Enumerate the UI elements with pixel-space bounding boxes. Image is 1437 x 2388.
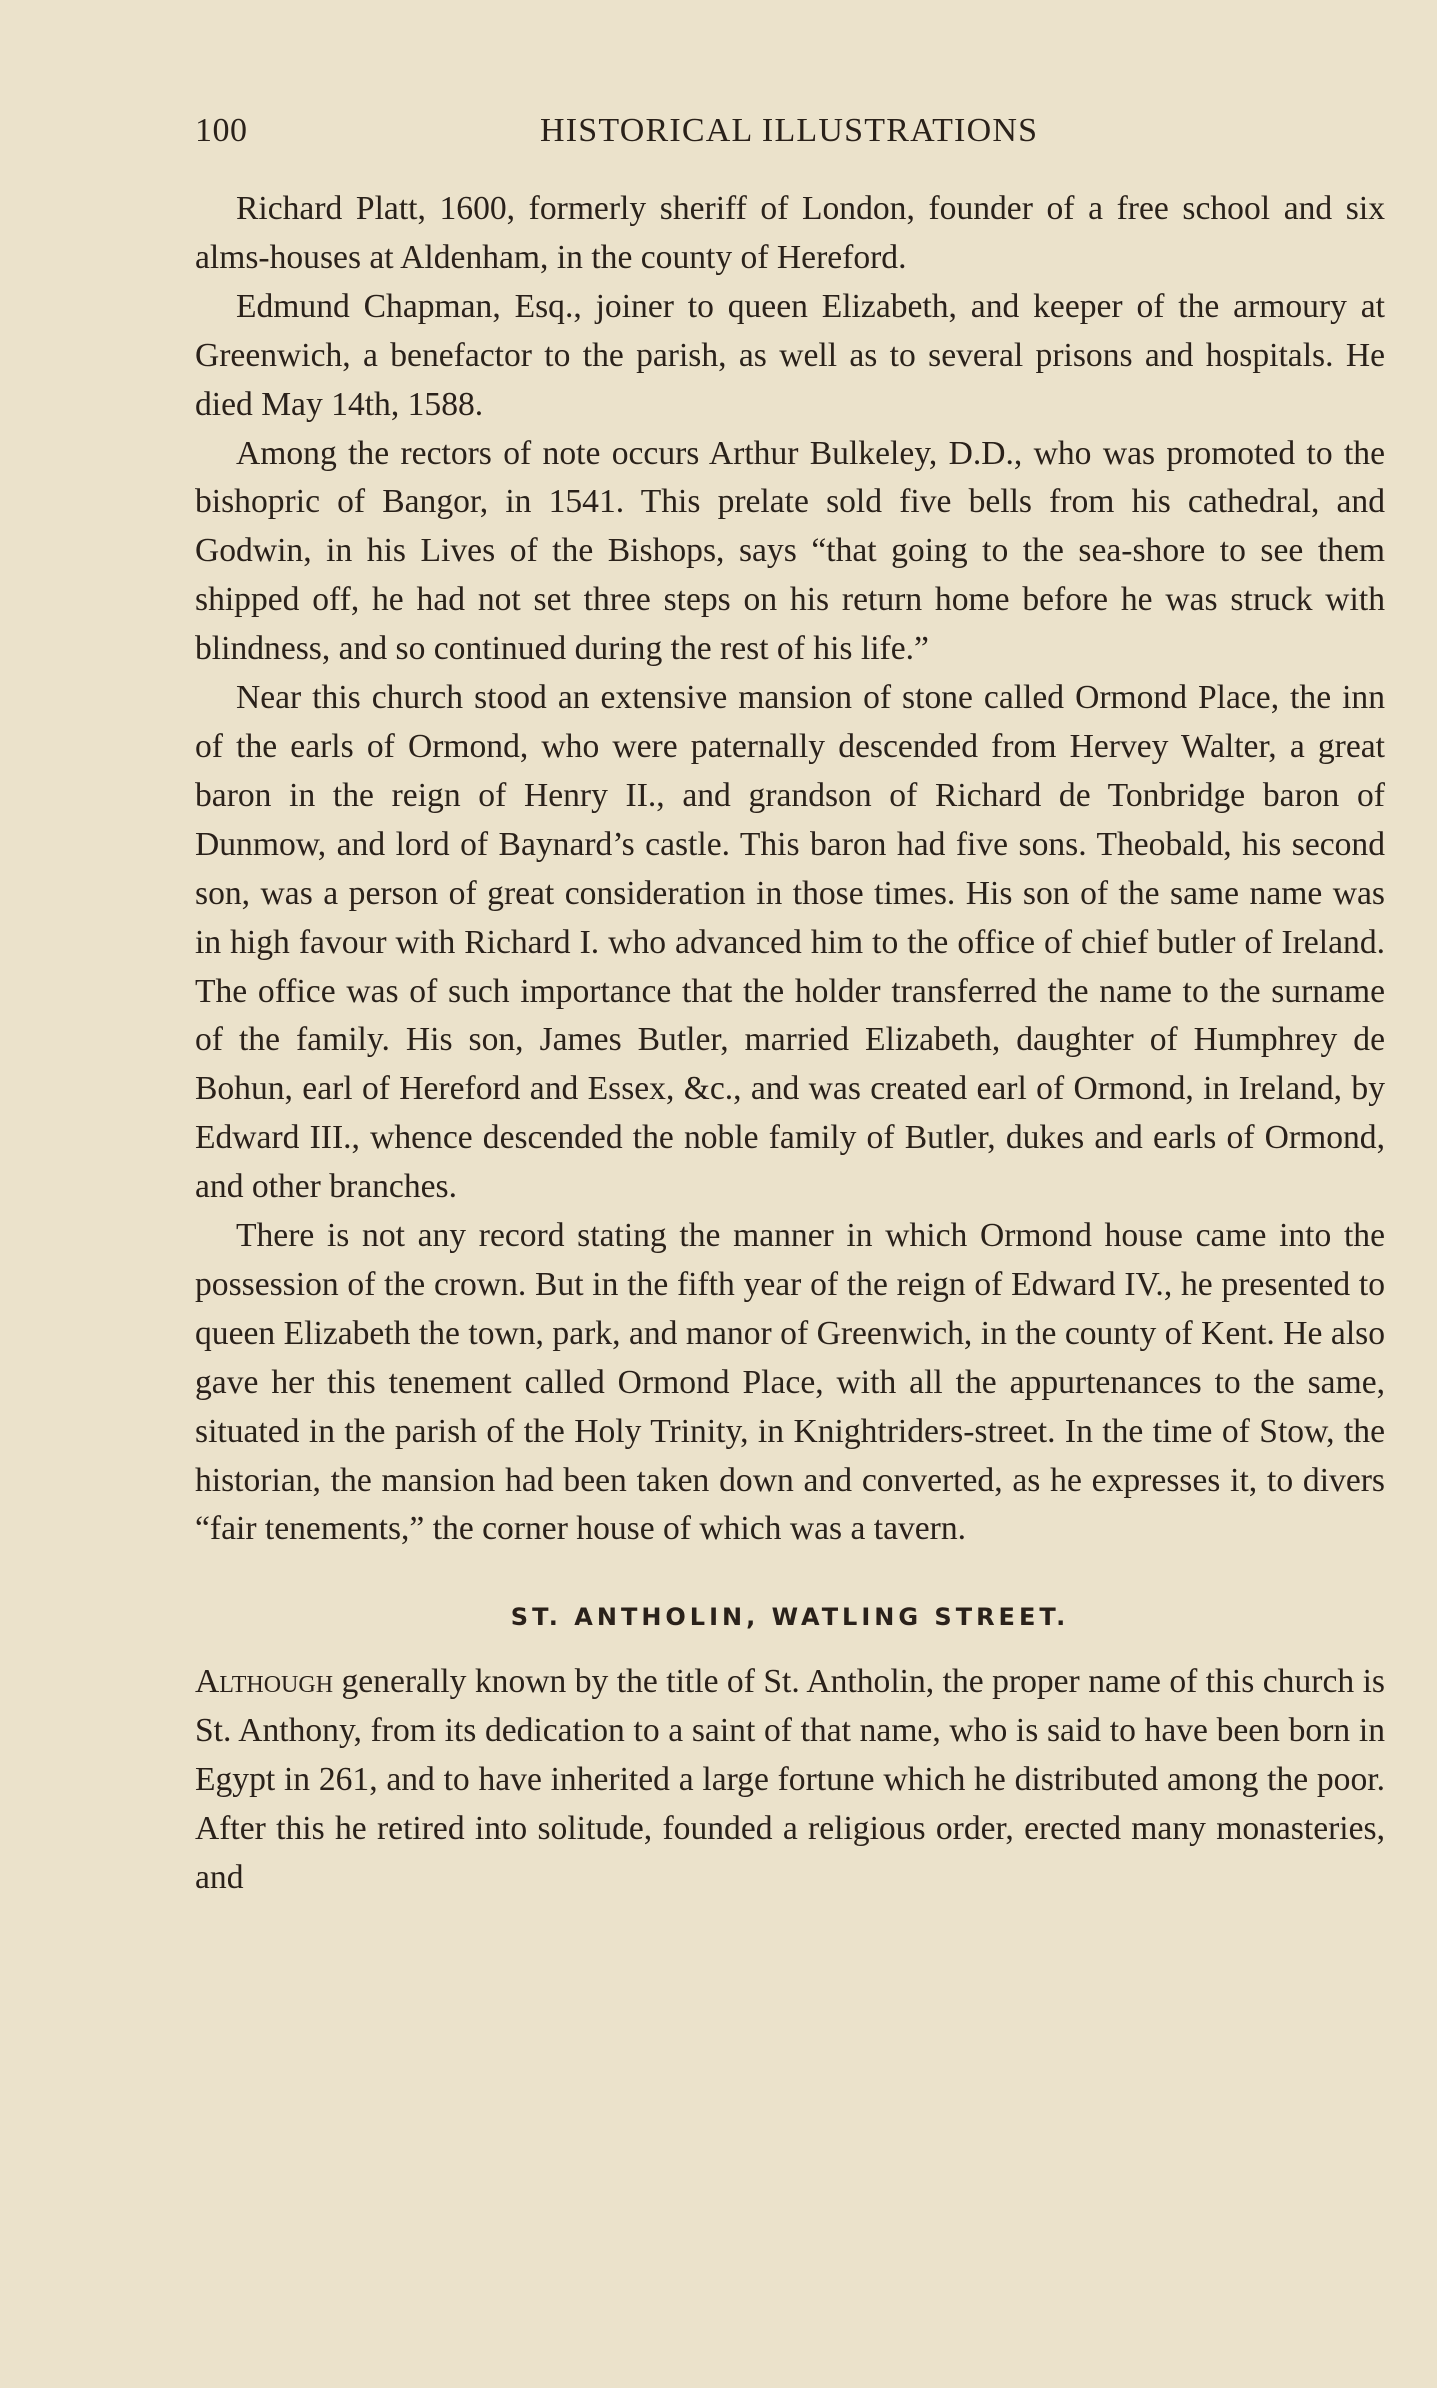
page-number: 100 bbox=[195, 112, 248, 149]
paragraph-platt: Richard Platt, 1600, formerly sheriff of London, founder of a free school and six alms-houses at Aldenham, in the county of Hereford. bbox=[195, 190, 1385, 276]
paragraph-ormond-house: There is not any record stating the manner in which Ormond house came into the possession of the crown. But in the fifth year of the reign of Edward IV., he presented to queen Elizabeth the town, park, and manor of Greenwich, in the county of Kent. He also gave her this tenement called Ormond Place, with all the appurtenances to the same, situated in the parish of the Holy Trinity, in Knightriders-street. In the time of Stow, the historian, the mansion had been taken down and converted, as he expresses it, to divers “fair tenements,” the corner house of which was a tavern. bbox=[195, 1217, 1385, 1548]
paragraph-ormond-place: Near this church stood an extensive mansion of stone called Ormond Place, the inn of the earls of Ormond, who were paternally descended from Hervey Walter, a great baron in the reign of Henry II., and grandson of Richard de Tonbridge baron of Dunmow, and lord of Baynard’s castle. This baron had five sons. Theobald, his second son, was a person of great consideration in those times. His son of the same name was in high favour with Richard I. who advanced him to the office of chief butler of Ireland. The office was of such importance that the holder transferred the name to the surname of the family. His son, James Butler, married Elizabeth, daughter of Humphrey de Bohun, earl of Hereford and Essex, &c., and was created earl of Ormond, in Ireland, by Edward III., whence descended the noble family of Butler, dukes and earls of Ormond, and other branches. bbox=[195, 679, 1385, 1206]
page-body bbox=[195, 185, 1385, 1903]
section-heading: ST. ANTHOLIN, WATLING STREET. bbox=[510, 1603, 1070, 1632]
paragraph-st-antholin-text: generally known by the title of St. Antholin, the proper name of this church is St. Anthony, from its dedication to a saint of that name, who is said to have been born in Egypt in 261, and to have inherited a large fortune which he distributed among the poor. After this he retired into solitude, founded a religious order, erected many monasteries, and bbox=[195, 1663, 1385, 1896]
running-head: HISTORICAL ILLUSTRATIONS bbox=[540, 112, 1039, 149]
page-header bbox=[195, 112, 1390, 162]
paragraph-bulkeley: Among the rectors of note occurs Arthur Bulkeley, D.D., who was promoted to the bishopric of Bangor, in 1541. This prelate sold five bells from his cathedral, and Godwin, in his Lives of the Bishops, says “that going to the sea-shore to see them shipped off, he had not set three steps on his return home before he was struck with blindness, and so continued during the rest of his life.” bbox=[195, 434, 1385, 668]
paragraph-chapman: Edmund Chapman, Esq., joiner to queen Elizabeth, and keeper of the armoury at Greenwich, a benefactor to the parish, as well as to several prisons and hospitals. He died May 14th, 1588. bbox=[195, 287, 1385, 423]
lead-word: Although bbox=[195, 1663, 334, 1701]
paragraph-st-antholin bbox=[195, 1658, 1385, 1903]
